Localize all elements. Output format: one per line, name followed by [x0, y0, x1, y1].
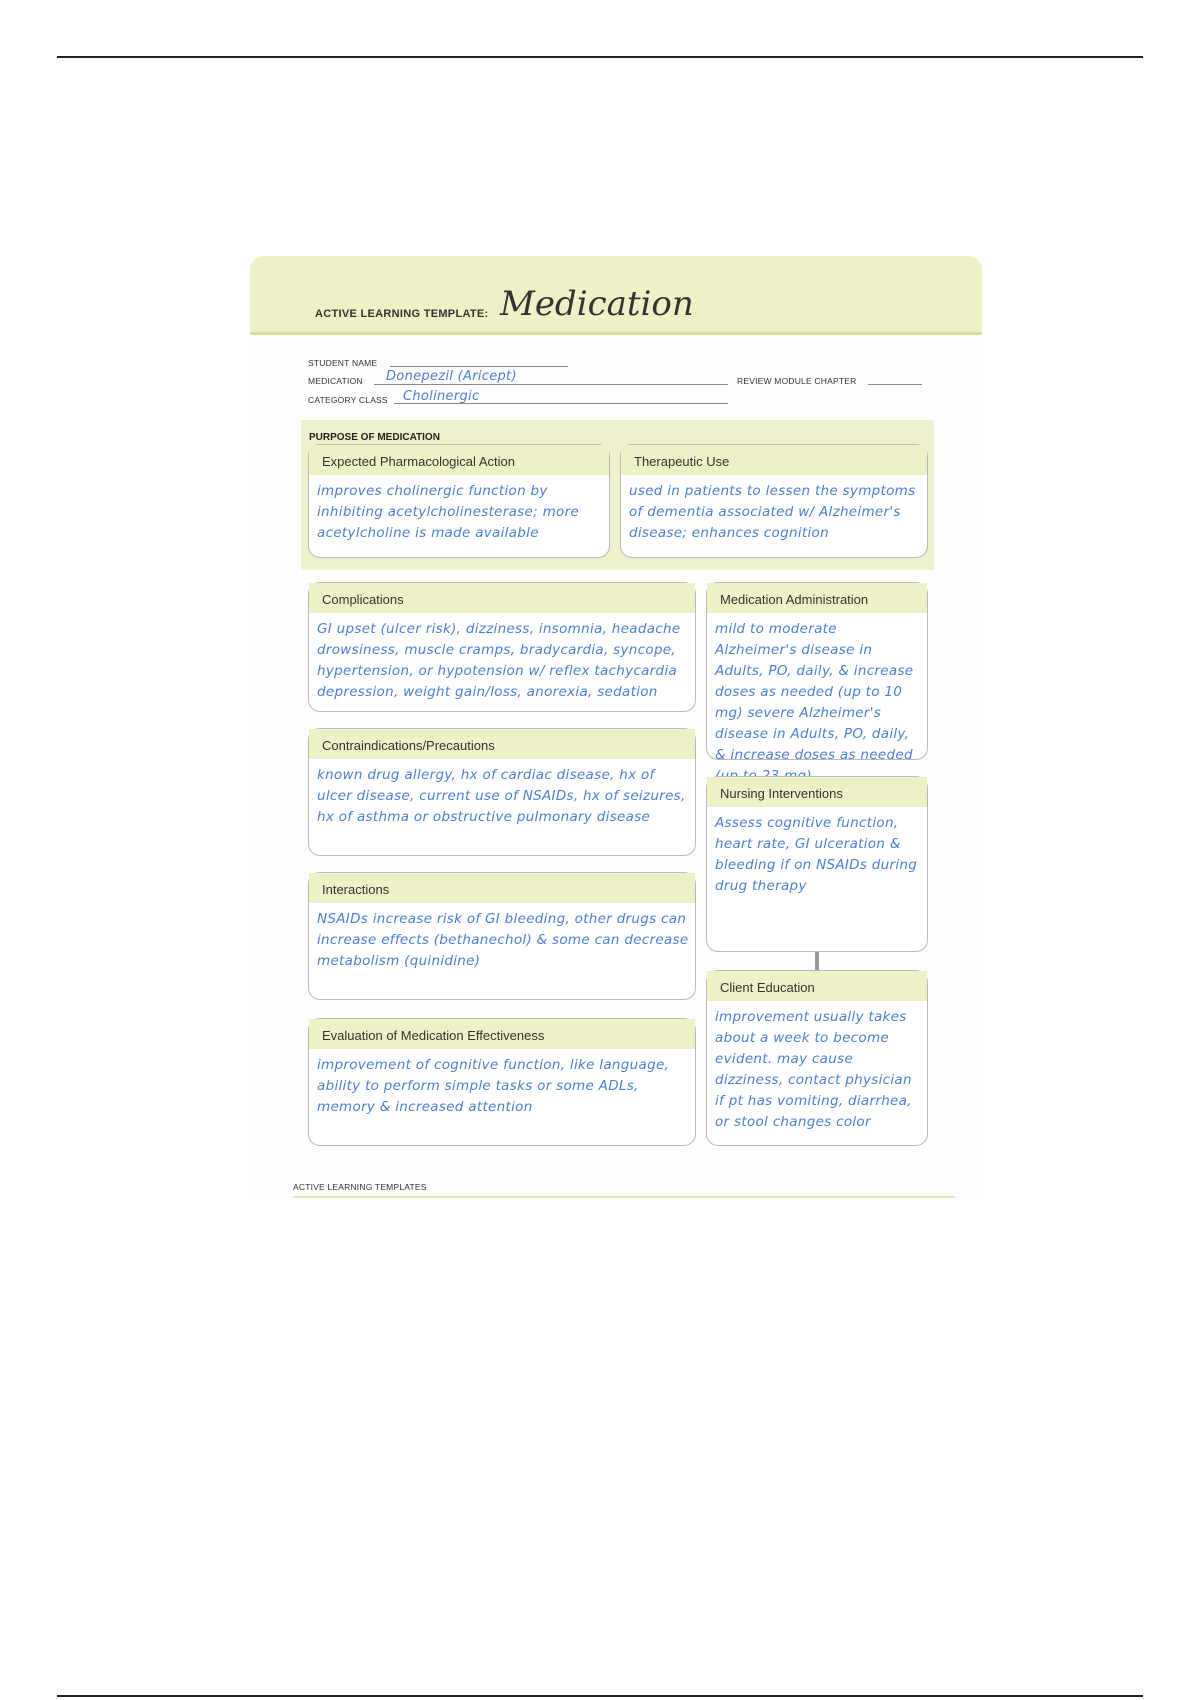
page-bottom-rule [57, 1695, 1143, 1697]
student-name-label: STUDENT NAME [308, 358, 378, 368]
template-kicker: ACTIVE LEARNING TEMPLATE: [315, 308, 489, 320]
interactions-box [308, 872, 696, 1000]
box-connector [815, 952, 819, 970]
category-class-value: Cholinergic [403, 389, 480, 404]
box-handwritten-text: Assess cognitive function, heart rate, GI ulceration & bleeding if on NSAIDs during drug therapy [715, 815, 918, 894]
box-title: Client Education [707, 971, 927, 1001]
category-class-label: CATEGORY CLASS [308, 395, 388, 405]
complications-box [308, 582, 696, 712]
medication-template-sheet [250, 256, 982, 1200]
client-education-box [706, 970, 928, 1146]
medication-administration-box [706, 582, 928, 763]
box-title: Expected Pharmacological Action [309, 445, 609, 475]
contraindications-precautions-box [308, 728, 696, 856]
box-handwritten-text: used in patients to lessen the symptoms of dementia associated w/ Alzheimer's disease; enhances cognition [629, 483, 916, 541]
evaluation-of-effectiveness-box [308, 1018, 696, 1146]
box-title: Contraindications/Precautions [309, 729, 695, 759]
student-name-field [390, 366, 568, 367]
medication-label: MEDICATION [308, 376, 363, 386]
footer-rule [293, 1196, 955, 1198]
medication-field [374, 384, 728, 385]
box-title: Medication Administration [707, 583, 927, 613]
therapeutic-use-box [620, 444, 928, 558]
page-top-rule [57, 56, 1143, 58]
expected-pharmacological-action-box [308, 444, 610, 558]
template-title: Medication [500, 284, 694, 324]
box-title: Evaluation of Medication Effectiveness [309, 1019, 695, 1049]
box-handwritten-text: improvement of cognitive function, like language, ability to perform simple tasks or some ADLs, memory & increased attention [317, 1057, 670, 1115]
box-handwritten-text: improvement usually takes about a week to become evident. may cause dizziness, contact physician if pt has vomiting, diarrhea, or stool changes color [715, 1009, 912, 1130]
nursing-interventions-box [706, 776, 928, 952]
review-module-chapter-label: REVIEW MODULE CHAPTER [737, 376, 857, 386]
box-handwritten-text: GI upset (ulcer risk), dizziness, insomnia, headache drowsiness, muscle cramps, bradycardia, syncope, hypertension, or hypotension w/ reflex tachycardia depression, weight gain/loss, anorexia, sedation [317, 621, 681, 700]
box-handwritten-text: NSAIDs increase risk of GI bleeding, other drugs can increase effects (bethanechol) & some can decrease metabolism (quinidine) [317, 911, 689, 969]
box-handwritten-text: improves cholinergic function by inhibiting acetylcholinesterase; more acetylcholine is made available [317, 483, 580, 541]
review-module-chapter-field [868, 384, 922, 385]
box-title: Interactions [309, 873, 695, 903]
box-title: Nursing Interventions [707, 777, 927, 807]
footer-label: ACTIVE LEARNING TEMPLATES [293, 1182, 427, 1192]
box-handwritten-text: known drug allergy, hx of cardiac disease, hx of ulcer disease, current use of NSAIDs, hx of seizures, hx of asthma or obstructive pulmonary disease [317, 767, 686, 825]
medication-value: Donepezil (Aricept) [386, 369, 517, 384]
template-header [250, 256, 982, 335]
purpose-label: PURPOSE OF MEDICATION [309, 432, 440, 443]
box-handwritten-text: mild to moderate Alzheimer's disease in Adults, PO, daily, & increase doses as needed (up to 10 mg) severe Alzheimer's disease in Adults, PO, daily, & increase doses as needed [715, 621, 914, 763]
box-title: Therapeutic Use [621, 445, 927, 475]
box-title: Complications [309, 583, 695, 613]
